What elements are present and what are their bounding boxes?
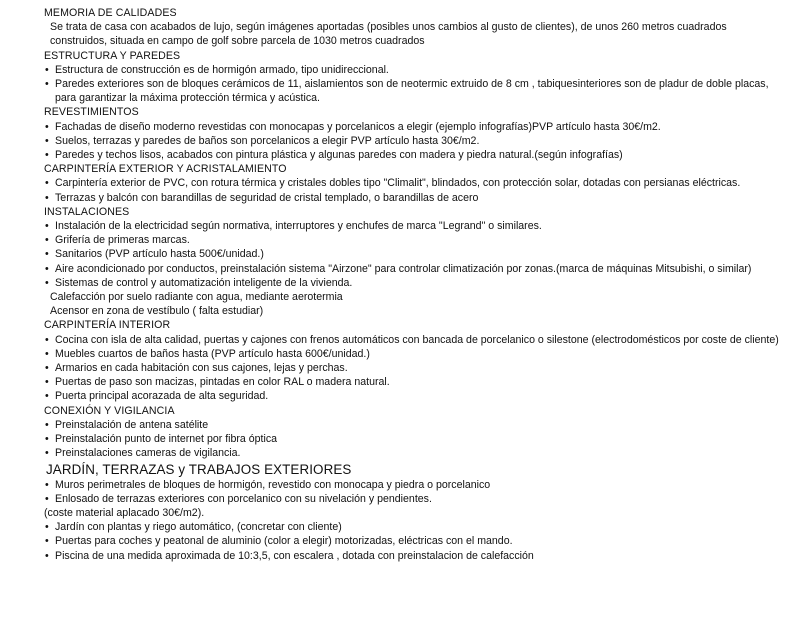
- section-heading-conexion: CONEXIÓN Y VIGILANCIA: [44, 404, 175, 417]
- list-item: • Suelos, terrazas y paredes de baños son porcelanicos a elegir PVP artículo hasta 30€/m2.: [44, 134, 784, 148]
- list-item: • Estructura de construcción es de hormigón armado, tipo unidireccional.: [44, 63, 784, 77]
- document-title: MEMORIA DE CALIDADES: [44, 7, 177, 19]
- cost-note: (coste material aplacado 30€/m2).: [44, 506, 205, 519]
- list-item: • Paredes exteriores son de bloques cerámicos de 11, aislamientos son de neotermic extruido de 8 cm , tabiquesinteriores son de pladur de doble placas, para garantizar la máxima protección térmica y acústica.: [44, 77, 784, 105]
- list-item: • Puertas para coches y peatonal de aluminio (color a elegir) motorizadas, eléctricas con el mando.: [44, 534, 784, 548]
- list-item: • Piscina de una medida aproximada de 10:3,5, con escalera , dotada con preinstalacion de calefacción: [44, 549, 784, 563]
- list-item: • Muebles cuartos de baños hasta (PVP artículo hasta 600€/unidad.): [44, 347, 784, 361]
- section-heading-jardin: JARDÍN, TERRAZAS y TRABAJOS EXTERIORES: [46, 461, 352, 477]
- list-item: • Instalación de la electricidad según normativa, interruptores y enchufes de marca "Legrand" o similares.: [44, 219, 784, 233]
- list-item: • Sistemas de control y automatización inteligente de la vivienda.: [44, 276, 784, 290]
- list-item: • Cocina con isla de alta calidad, puertas y cajones con frenos automáticos con bancada de porcelanico o silestone (electrodomésticos por coste de cliente): [44, 333, 784, 347]
- section-heading-carpinteria-exterior: CARPINTERÍA EXTERIOR Y ACRISTALAMIENTO: [44, 163, 287, 176]
- section-heading-estructura: ESTRUCTURA Y PAREDES: [44, 49, 181, 62]
- list-item: • Armarios en cada habitación con sus cajones, lejas y perchas.: [44, 361, 784, 375]
- list-item: • Preinstalaciones cameras de vigilancia.: [44, 446, 784, 460]
- list-item: • Sanitarios (PVP artículo hasta 500€/unidad.): [44, 247, 784, 261]
- list-item: • Puertas de paso son macizas, pintadas en color RAL o madera natural.: [44, 375, 784, 389]
- list-item: • Fachadas de diseño moderno revestidas con monocapas y porcelanicos a elegir (ejemplo infografías)PVP artículo hasta 30€/m2.: [44, 120, 784, 134]
- list-item: • Paredes y techos lisos, acabados con pintura plástica y algunas paredes con madera y piedra natural.(según infografías): [44, 148, 784, 162]
- plain-line: Calefacción por suelo radiante con agua, mediante aerotermia: [50, 291, 343, 304]
- list-item: • Preinstalación punto de internet por fibra óptica: [44, 432, 784, 446]
- list-item: • Terrazas y balcón con barandillas de seguridad de cristal templado, o barandillas de acero: [44, 191, 784, 205]
- list-item: • Muros perimetrales de bloques de hormigón, revestido con monocapa y piedra o porcelanico: [44, 478, 784, 492]
- intro-paragraph: Se trata de casa con acabados de lujo, según imágenes aportadas (posibles unos cambios al gusto de clientes), de unos 260 metros cuadrados construidos, situada en campo de golf sobre parcela de 1030 metros cuadrados: [50, 21, 727, 48]
- plain-line: Acensor en zona de vestíbulo ( falta estudiar): [50, 305, 264, 318]
- list-item: • Aire acondicionado por conductos, preinstalación sistema "Airzone" para controlar climatización por zonas.(marca de máquinas Mitsubishi, o similar): [44, 262, 784, 276]
- list-item: • Carpintería exterior de PVC, con rotura térmica y cristales dobles tipo "Climalit", blindados, con protección solar, dotadas con persianas eléctricas.: [44, 176, 784, 190]
- section-heading-revestimientos: REVESTIMIENTOS: [44, 106, 139, 119]
- section-heading-carpinteria-interior: CARPINTERÍA INTERIOR: [44, 319, 171, 332]
- list-item: • Preinstalación de antena satélite: [44, 418, 784, 432]
- list-item: • Grifería de primeras marcas.: [44, 233, 784, 247]
- list-item: • Puerta principal acorazada de alta seguridad.: [44, 389, 784, 403]
- section-heading-instalaciones: INSTALACIONES: [44, 205, 130, 218]
- list-item: • Jardín con plantas y riego automático, (concretar con cliente): [44, 520, 784, 534]
- document-body: [44, 6, 784, 563]
- list-item: • Enlosado de terrazas exteriores con porcelanico con su nivelación y pendientes.: [44, 492, 784, 506]
